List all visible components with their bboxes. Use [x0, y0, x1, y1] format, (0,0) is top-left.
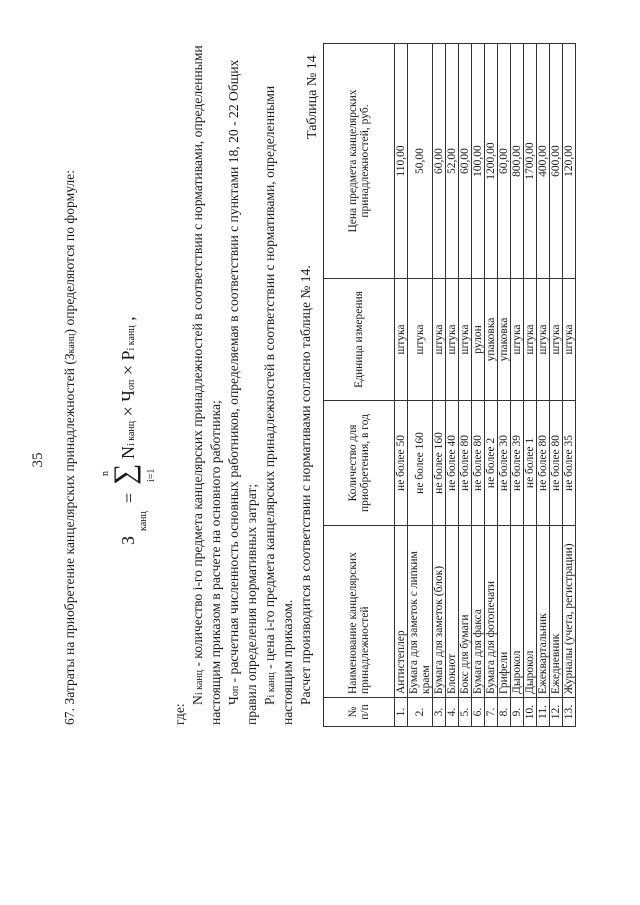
table-row: 5. Бокс для бумаги не более 80 штука 60,00: [459, 44, 472, 727]
definition-ch-cont: правил определения нормативных затрат;: [244, 483, 259, 725]
formula-sum-lower: i=1: [146, 468, 157, 482]
table-row: 3. Бумага для заметок (блок) не более 160 штука 60,00: [433, 44, 446, 727]
table-header-row: [324, 44, 395, 727]
table-row: 4. Блокнот не более 40 штука 52,00: [446, 44, 459, 727]
header-unit: Единица измерения: [324, 279, 395, 401]
table-row: 8. Грифели не более 30 упаковка 60,00: [498, 44, 511, 727]
table-row: 7. Бумага для фотопечати не более 2 упаковка 1200,00: [485, 44, 498, 727]
where-label: где:: [172, 703, 187, 725]
definition-n-cont: настоящим приказом в расчете на основного работника;: [208, 400, 223, 725]
table-row: 2. Бумага для заметок с липким краем не более 160 штука 50,00: [408, 44, 433, 727]
table-row: 12. Ежедневник не более 80 штука 600,00: [550, 44, 563, 727]
formula-lhs: З: [118, 535, 138, 545]
definition-p-cont: настоящим приказом.: [280, 599, 295, 725]
definition-n: Ni канц - количество i-го предмета канцелярских принадлежностей в соответствии с нормативами, определенными: [190, 45, 205, 705]
header-quantity: Количество для приобретения, в год: [324, 401, 395, 526]
formula-lhs-sub: канц: [138, 511, 149, 531]
formula: [100, 245, 160, 545]
table-row: 6. Бумага для факса не более 80 рулон 100,00: [472, 44, 485, 727]
table-title: Таблица № 14: [305, 55, 320, 139]
definition-ch: Чоп - расчетная численность основных работников, определяемая в соответствии с пунктами 18, 20 - 22 Общих: [226, 59, 241, 705]
table-row: 10. Дырокол не более 1 штука 1700,00: [524, 44, 537, 727]
definition-p: Pi канц - цена i-го предмета канцелярских принадлежностей в соответствии с нормативами, определенными: [262, 85, 277, 705]
header-price: Цена предмета канцелярских принадлежностей, руб.: [324, 44, 395, 279]
table-row: 1. Антистеплер не более 50 штука 110,00: [395, 44, 408, 727]
formula-equals: =: [119, 492, 139, 503]
formula-sum-sign: ∑: [108, 463, 141, 485]
header-number: № п/п: [324, 698, 395, 727]
norms-table: [323, 43, 576, 727]
table-row: 13. Журналы (учета, регистрации) не более 35 штука 120,00: [563, 44, 576, 727]
header-name: Наименование канцелярских принадлежностей: [324, 526, 395, 698]
calc-note: Расчет производится в соответствии с нормативами согласно таблице № 14.: [298, 265, 313, 705]
intro-paragraph: 67. Затраты на приобретение канцелярских принадлежностей (Зканц) определяются по формуле:: [62, 170, 77, 725]
formula-sum-upper: n: [100, 471, 111, 476]
formula-expression: Ni канц × Чоп × Pi канц ,: [118, 316, 138, 459]
table-row: 11. Ежеквартальник не более 80 штука 400,00: [537, 44, 550, 727]
page-number: 35: [30, 452, 46, 468]
table-row: 9. Дырокол не более 39 штука 800,00: [511, 44, 524, 727]
